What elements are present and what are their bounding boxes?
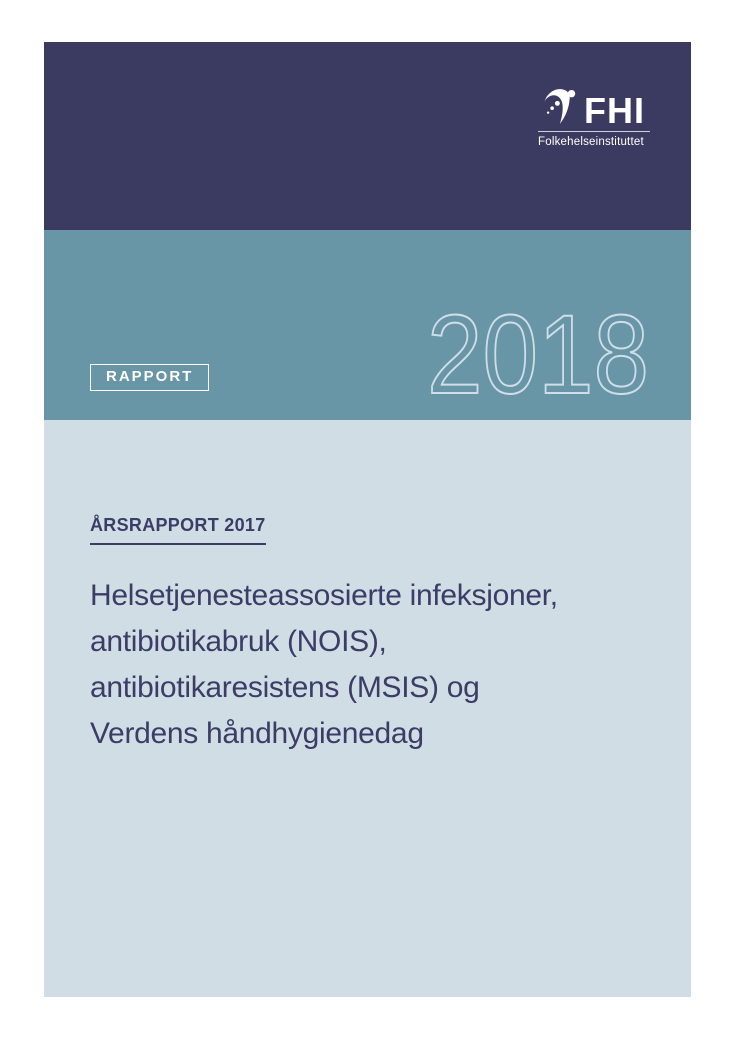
report-title-line: Helsetjenesteassosierte infeksjoner, [90,579,558,612]
fhi-swoosh-figure-icon [538,86,580,128]
year-band [44,230,691,420]
report-title [90,573,645,757]
fhi-logo-divider [538,131,650,132]
report-title-line: Verdens håndhygienedag [90,717,424,750]
fhi-org-name: Folkehelseinstituttet [538,136,644,148]
year-text: 2018 [427,297,649,397]
report-title-line: antibiotikabruk (NOIS), [90,625,387,658]
fhi-acronym: FHI [584,90,645,131]
report-title-line: antibiotikaresistens (MSIS) og [90,671,480,704]
cover-content-area [44,42,691,997]
fhi-logo-top-row [538,86,650,131]
fhi-logo [538,86,650,148]
rapport-label-box [90,364,209,392]
rapport-label: RAPPORT [106,367,194,385]
annual-report-kicker: ÅRSRAPPORT 2017 [90,515,266,545]
title-band [44,420,691,997]
year-display [425,297,653,397]
header-band [44,42,691,230]
